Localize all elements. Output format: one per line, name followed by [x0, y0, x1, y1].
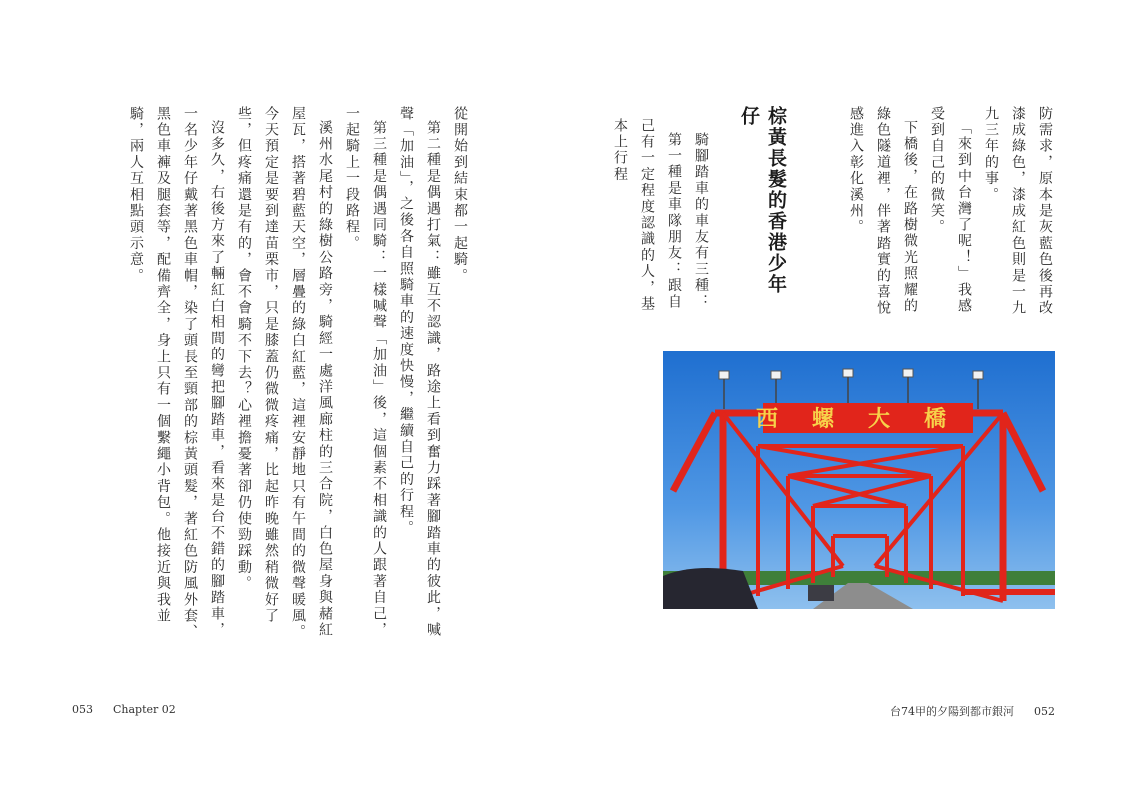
paragraph: 第三種是偶遇同騎：一樣喊聲「加油」後，這個素不相識的人跟著自己，一起騎上一段路程。 — [344, 106, 387, 639]
left-page-body-text — [68, 106, 473, 646]
page-number: 053 — [72, 703, 93, 716]
paragraph: 溪州水尾村的綠樹公路旁，騎經一處洋風廊柱的三合院，白色屋身與赭紅屋瓦，搭著碧藍天空，層疊的綠白紅藍，這裡安靜地只有午間的微聲暖風。今天預定是要到達苗栗市，只是膝蓋仍微微疼痛，比起昨晚雖然稍微好了些，但疼痛還是有的，會不會騎不下去？心裡擔憂著卻仍使勁踩動。 — [236, 106, 333, 641]
right-footer — [890, 703, 1055, 719]
paragraph: 「來到中台灣了呢！」我感受到自己的微笑。 — [929, 106, 972, 315]
right-page-top-text — [848, 106, 1058, 321]
page-number: 052 — [1034, 705, 1055, 718]
left-footer — [72, 703, 176, 716]
paragraph: 沒多久，右後方來了輛紅白相間的彎把腳踏車，看來是台不錯的腳踏車，一名少年仔戴著黑色車帽，染了頭長至頸部的棕黃頭髮，著紅色防風外套、黑色車褲及腿套等，配備齊全，身上只有一個繫繩小背包。他接近與我並騎，兩人互相點頭示意。 — [128, 106, 225, 641]
running-title: 台74甲的夕陽到都市銀河 — [890, 705, 1014, 718]
section-heading: 棕黃長髮的香港少年仔 — [738, 106, 787, 295]
paragraph: 防需求，原本是灰藍色後再改漆成綠色，漆成紅色則是一九九三年的事。 — [983, 106, 1053, 317]
bridge-photo — [663, 351, 1055, 609]
paragraph: 第一種是車隊朋友：跟自己有一定程度認識的人，基本上行程 — [612, 118, 682, 313]
bridge-sign-text: 西螺大橋 — [755, 406, 981, 432]
right-page-bottom-text — [612, 118, 714, 318]
paragraph: 下橋後，在路樹微光照耀的綠色隧道裡，伴著踏實的喜悅感進入彰化溪州。 — [848, 106, 918, 317]
paragraph: 第二種是偶遇打氣：雖互不認識，路途上看到奮力踩著腳踏車的彼此，喊聲「加油」，之後各自照騎車的速度快慢，繼續自己的行程。 — [398, 106, 441, 639]
paragraph: 騎腳踏車的車友有三種： — [693, 132, 709, 311]
chapter-label: Chapter 02 — [113, 703, 176, 716]
paragraph: 從開始到結束都一起騎。 — [452, 106, 468, 285]
